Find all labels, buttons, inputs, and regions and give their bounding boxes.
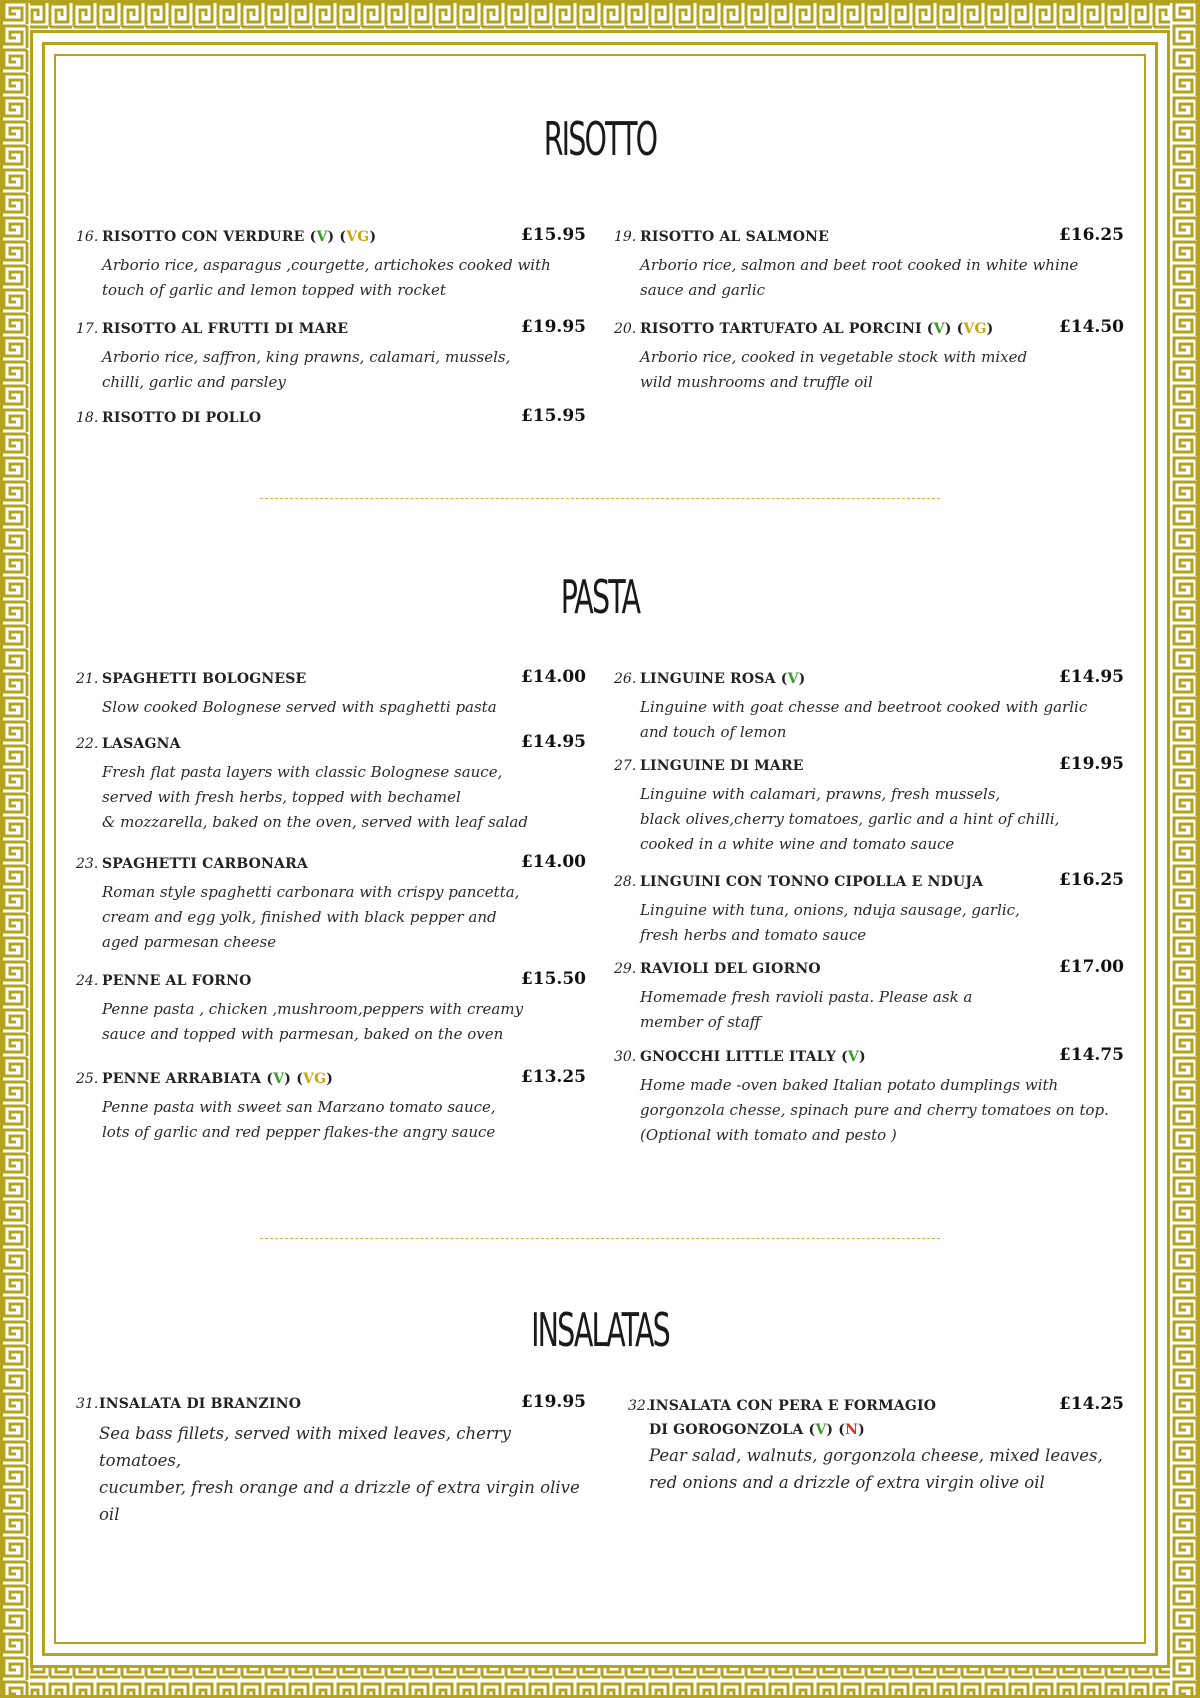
- price: £14.25: [1058, 1394, 1124, 1414]
- menu-item: 19. RISOTTO AL SALMONE £16.25 Arborio rice, salmon and beet root cooked in white whine sauce and garlic: [614, 225, 1124, 303]
- menu-item: 17. RISOTTO AL FRUTTI DI MARE £19.95 Arborio rice, saffron, king prawns, calamari, mussels, chilli, garlic and parsley: [76, 317, 586, 395]
- menu-item: 30. GNOCCHI LITTLE ITALY (V) £14.75 Home made -oven baked Italian potato dumplings with gorgonzola chesse, spinach pure and cherry tomatoes on top. (Optional with tomato and pesto ): [614, 1045, 1124, 1148]
- menu-item: 22. LASAGNA £14.95 Fresh flat pasta layers with classic Bolognese sauce, served with fresh herbs, topped with bechamel & mozzarella, baked on the oven, served with leaf salad: [76, 732, 586, 835]
- item-description: Penne pasta with sweet san Marzano tomato sauce, lots of garlic and red pepper flakes-the angry sauce: [102, 1098, 496, 1141]
- price: £19.95: [1058, 754, 1124, 774]
- price: £16.25: [1058, 225, 1124, 245]
- price: £15.95: [520, 225, 586, 245]
- vegetarian-tag: V: [316, 229, 328, 245]
- price: £15.95: [520, 406, 586, 426]
- item-description: Home made -oven baked Italian potato dumplings with gorgonzola chesse, spinach pure and cherry tomatoes on top. (Optional with tomato and pesto ): [640, 1076, 1109, 1144]
- menu-item: 25. PENNE ARRABIATA (V) (VG) £13.25 Penne pasta with sweet san Marzano tomato sauce, lots of garlic and red pepper flakes-the angry sauce: [76, 1067, 586, 1145]
- price: £17.00: [1058, 957, 1124, 977]
- menu-item: 21. SPAGHETTI BOLOGNESE £14.00 Slow cooked Bolognese served with spaghetti pasta: [76, 667, 586, 720]
- insalatas-title: INSALATAS: [531, 1303, 669, 1357]
- price: £14.75: [1058, 1045, 1124, 1065]
- price: £15.50: [520, 969, 586, 989]
- menu-item: 20. RISOTTO TARTUFATO AL PORCINI (V) (VG) £14.50 Arborio rice, cooked in vegetable stock with mixed wild mushrooms and truffle oil: [614, 317, 1124, 395]
- pasta-title: PASTA: [560, 570, 640, 624]
- section-divider: [260, 1238, 940, 1239]
- item-description: Sea bass fillets, served with mixed leaves, cherry tomatoes, cucumber, fresh orange and a drizzle of extra virgin olive oil: [99, 1424, 580, 1524]
- nuts-tag: N: [845, 1422, 859, 1438]
- price: £16.25: [1058, 870, 1124, 890]
- item-description: Pear salad, walnuts, gorgonzola cheese, mixed leaves, red onions and a drizzle of extra virgin olive oil: [649, 1446, 1103, 1492]
- risotto-title: RISOTTO: [543, 112, 657, 166]
- item-description: Linguine with goat chesse and beetroot cooked with garlic and touch of lemon: [640, 698, 1088, 741]
- vegetarian-tag: V: [273, 1071, 285, 1087]
- item-description: Linguine with calamari, prawns, fresh mussels, black olives,cherry tomatoes, garlic and a hint of chilli, cooked in a white wine and tomato sauce: [640, 785, 1060, 853]
- item-description: Arborio rice, asparagus ,courgette, artichokes cooked with touch of garlic and lemon topped with rocket: [102, 256, 551, 299]
- item-description: Homemade fresh ravioli pasta. Please ask a member of staff: [640, 988, 973, 1031]
- menu-item: 31. INSALATA DI BRANZINO £19.95 Sea bass fillets, served with mixed leaves, cherry tomatoes, cucumber, fresh orange and a drizzle of extra virgin olive oil: [76, 1392, 586, 1528]
- vegan-tag: VG: [963, 321, 987, 337]
- menu-item: 27. LINGUINE DI MARE £19.95 Linguine with calamari, prawns, fresh mussels, black olives,cherry tomatoes, garlic and a hint of chilli, cooked in a white wine and tomato sauce: [614, 754, 1124, 857]
- item-description: Arborio rice, salmon and beet root cooked in white whine sauce and garlic: [640, 256, 1079, 299]
- item-description: Arborio rice, cooked in vegetable stock with mixed wild mushrooms and truffle oil: [640, 348, 1028, 391]
- menu-item: 32. INSALATA CON PERA E FORMAGIO DI GOROGONZOLA (V) (N) £14.25 Pear salad, walnuts, gorgonzola cheese, mixed leaves, red onions and a drizzle of extra virgin olive oil: [628, 1394, 1124, 1496]
- menu-item: 23. SPAGHETTI CARBONARA £14.00 Roman style spaghetti carbonara with crispy pancetta, cream and egg yolk, finished with black pepper and aged parmesan cheese: [76, 852, 586, 955]
- menu-item: 18. RISOTTO DI POLLO £15.95: [76, 406, 586, 426]
- menu-item: 28. LINGUINI CON TONNO CIPOLLA E NDUJA £16.25 Linguine with tuna, onions, nduja sausage, garlic, fresh herbs and tomato sauce: [614, 870, 1124, 948]
- price: £19.95: [520, 1392, 586, 1412]
- vegetarian-tag: V: [815, 1422, 827, 1438]
- price: £14.00: [520, 852, 586, 872]
- price: £13.25: [520, 1067, 586, 1087]
- item-description: Roman style spaghetti carbonara with crispy pancetta, cream and egg yolk, finished with black pepper and aged parmesan cheese: [102, 883, 520, 951]
- price: £14.00: [520, 667, 586, 687]
- price: £14.95: [520, 732, 586, 752]
- price: £14.95: [1058, 667, 1124, 687]
- item-description: Slow cooked Bolognese served with spaghetti pasta: [102, 698, 497, 716]
- section-divider: [260, 498, 940, 499]
- price: £19.95: [520, 317, 586, 337]
- vegan-tag: VG: [303, 1071, 327, 1087]
- item-description: Fresh flat pasta layers with classic Bolognese sauce, served with fresh herbs, topped with bechamel & mozzarella, baked on the oven, served with leaf salad: [102, 763, 528, 831]
- item-description: Linguine with tuna, onions, nduja sausage, garlic, fresh herbs and tomato sauce: [640, 901, 1020, 944]
- vegetarian-tag: V: [933, 321, 945, 337]
- menu-item: 16. RISOTTO CON VERDURE (V) (VG) £15.95 Arborio rice, asparagus ,courgette, artichokes cooked with touch of garlic and lemon topped with rocket: [76, 225, 586, 303]
- menu-item: 24. PENNE AL FORNO £15.50 Penne pasta , chicken ,mushroom,peppers with creamy sauce and topped with parmesan, baked on the oven: [76, 969, 586, 1047]
- item-description: Penne pasta , chicken ,mushroom,peppers with creamy sauce and topped with parmesan, baked on the oven: [102, 1000, 524, 1043]
- menu-item: 26. LINGUINE ROSA (V) £14.95 Linguine with goat chesse and beetroot cooked with garlic and touch of lemon: [614, 667, 1124, 745]
- vegetarian-tag: V: [847, 1049, 859, 1065]
- menu-item: 29. RAVIOLI DEL GIORNO £17.00 Homemade fresh ravioli pasta. Please ask a member of staff: [614, 957, 1124, 1035]
- vegetarian-tag: V: [787, 671, 799, 687]
- price: £14.50: [1058, 317, 1124, 337]
- vegan-tag: VG: [346, 229, 370, 245]
- item-description: Arborio rice, saffron, king prawns, calamari, mussels, chilli, garlic and parsley: [102, 348, 511, 391]
